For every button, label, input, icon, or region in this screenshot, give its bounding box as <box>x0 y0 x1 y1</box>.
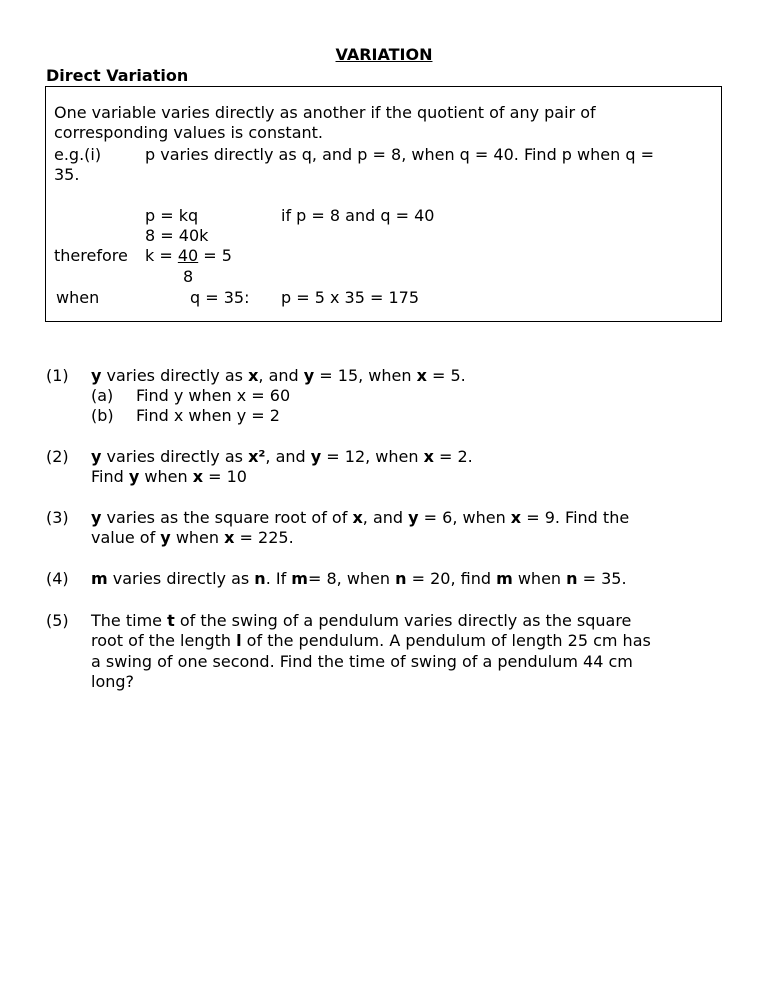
section-heading: Direct Variation <box>46 66 189 85</box>
var: y <box>160 528 171 547</box>
definition-line-2: corresponding values is constant. <box>54 123 323 142</box>
var: x <box>510 508 522 527</box>
text: when <box>170 528 225 547</box>
question-1a-label: (a) <box>91 386 114 405</box>
question-4-line-1 <box>91 569 627 589</box>
text: when <box>139 467 193 486</box>
question-2-line-2 <box>91 467 247 487</box>
text: = 8, when <box>307 569 396 588</box>
var: x <box>224 528 235 547</box>
example-line-2: 35. <box>54 165 80 184</box>
var: y <box>91 447 102 466</box>
example-label: e.g.(i) <box>54 145 102 164</box>
text: of the pendulum. A pendulum of length 25 cm has <box>241 631 651 650</box>
question-1a-text: Find y when x = 60 <box>136 386 291 405</box>
text: when <box>512 569 567 588</box>
var: x <box>416 366 427 385</box>
text: varies as the square root of of <box>101 508 353 527</box>
text: , and <box>258 366 304 385</box>
var: x <box>423 447 434 466</box>
text: = 12, when <box>321 447 424 466</box>
text: , and <box>362 508 409 527</box>
question-5-line-1 <box>91 611 631 631</box>
question-1-number: (1) <box>46 366 69 385</box>
var: y <box>128 467 140 486</box>
question-5-line-2 <box>91 631 651 651</box>
q-value: q = 35: <box>190 288 250 307</box>
question-3-line-1 <box>91 508 629 528</box>
k-equation <box>145 246 232 266</box>
k-suffix: = 5 <box>198 246 232 265</box>
therefore-label: therefore <box>54 246 128 265</box>
question-1b-text: Find x when y = 2 <box>136 406 280 425</box>
var: y <box>91 508 102 527</box>
question-3-number: (3) <box>46 508 69 527</box>
var: x <box>352 508 363 527</box>
text: root of the length <box>91 631 237 650</box>
definition-line-1: One variable varies directly as another if the quotient of any pair of <box>54 103 596 122</box>
text: = 15, when <box>314 366 417 385</box>
var: x <box>192 467 204 486</box>
var: y <box>303 366 315 385</box>
text: = 9. Find the <box>521 508 630 527</box>
k-numerator: 40 <box>177 246 199 265</box>
var: m <box>496 569 513 588</box>
text: The time <box>91 611 168 630</box>
var: y <box>408 508 419 527</box>
var: m <box>291 569 308 588</box>
var: y <box>310 447 322 466</box>
text: of the swing of a pendulum varies directly as the square <box>174 611 632 630</box>
question-4-number: (4) <box>46 569 69 588</box>
text: varies directly as <box>101 447 249 466</box>
text: = 6, when <box>418 508 511 527</box>
example-line-1: p varies directly as q, and p = 8, when q = 40. Find p when q = <box>145 145 654 164</box>
equation-1: p = kq <box>145 206 199 225</box>
result-equation: p = 5 x 35 = 175 <box>281 288 420 307</box>
text: varies directly as <box>107 569 255 588</box>
equation-1-note: if p = 8 and q = 40 <box>281 206 435 225</box>
question-1b-label: (b) <box>91 406 114 425</box>
question-1-line-1 <box>91 366 466 386</box>
text: . If <box>265 569 292 588</box>
var: x <box>248 366 259 385</box>
text: = 5. <box>426 366 466 385</box>
text: Find <box>91 467 129 486</box>
k-prefix: k = <box>145 246 178 265</box>
k-denominator: 8 <box>183 267 194 286</box>
when-label: when <box>56 288 100 307</box>
text: , and <box>265 447 311 466</box>
var: m <box>91 569 108 588</box>
text: varies directly as <box>101 366 249 385</box>
var: y <box>91 366 102 385</box>
text: = 10 <box>203 467 247 486</box>
question-5-number: (5) <box>46 611 69 630</box>
var: n <box>395 569 407 588</box>
question-3-line-2 <box>91 528 294 548</box>
var: t <box>167 611 175 630</box>
page-title: VARIATION <box>335 45 433 64</box>
var: n <box>254 569 266 588</box>
var: n <box>566 569 578 588</box>
text: = 225. <box>234 528 294 547</box>
text: = 35. <box>577 569 627 588</box>
question-2-number: (2) <box>46 447 69 466</box>
question-5-line-3: a swing of one second. Find the time of swing of a pendulum 44 cm <box>91 652 633 671</box>
question-2-line-1 <box>91 447 473 467</box>
question-5-line-4: long? <box>91 672 135 691</box>
text: = 20, find <box>406 569 497 588</box>
var: x² <box>248 447 266 466</box>
equation-2: 8 = 40k <box>145 226 209 245</box>
var: l <box>236 631 242 650</box>
text: = 2. <box>433 447 473 466</box>
text: value of <box>91 528 161 547</box>
